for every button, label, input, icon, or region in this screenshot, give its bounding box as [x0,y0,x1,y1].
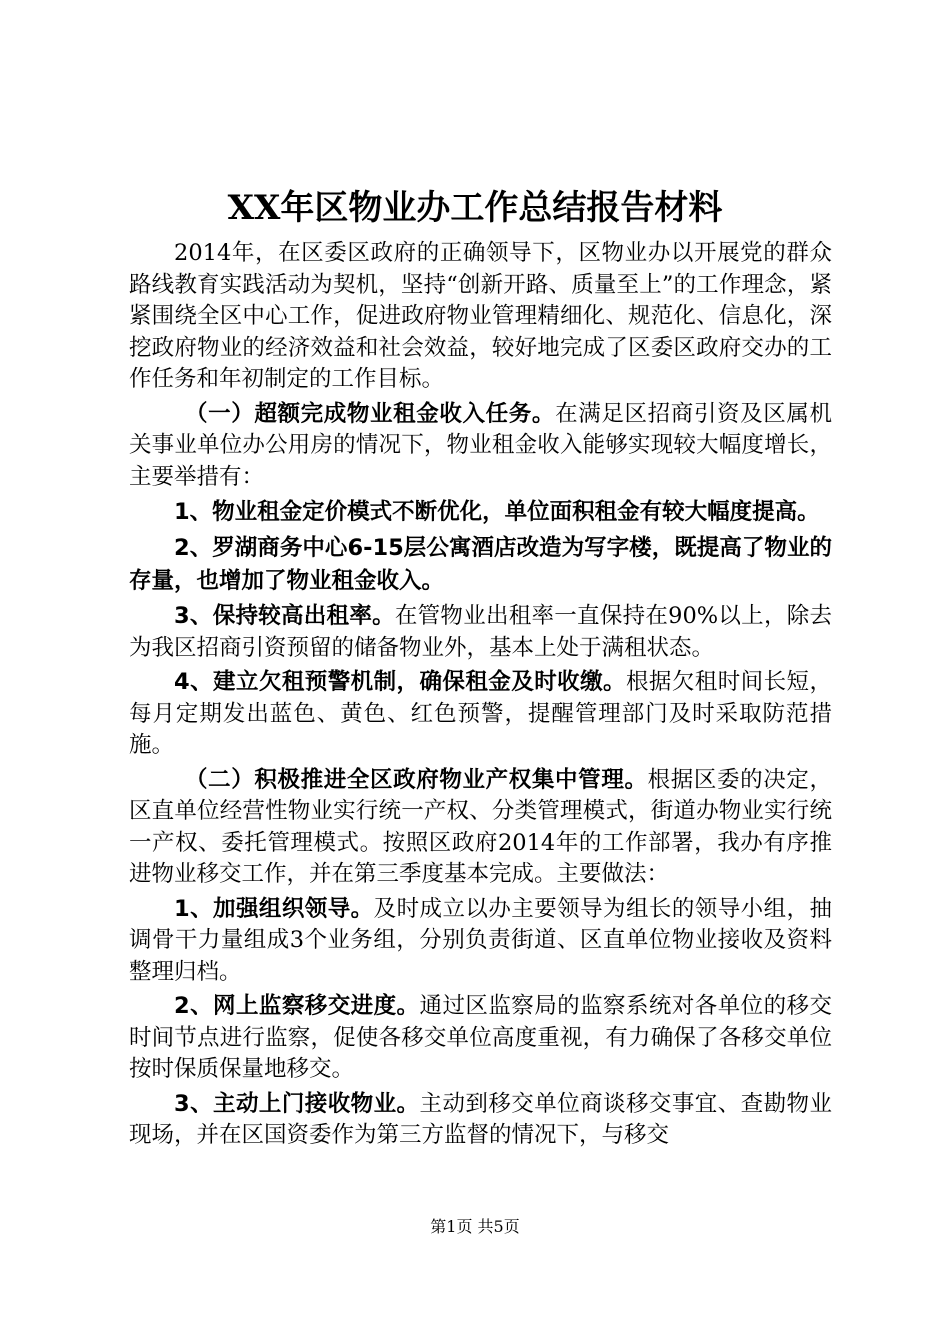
section-2-item-2 [129,991,832,1086]
section-1-text: 在满足区招商引资及区属机关事业单位办公用房的情况下，物业租金收入能够实现较大幅度增长，主要举措有： [129,400,832,490]
document-title: XX年区物业办工作总结报告材料 [227,188,723,228]
section-2-item-1-heading: 1、加强组织领导。 [174,895,374,922]
section-1-item-4 [129,667,832,762]
document-body [129,238,832,1152]
section-1-item-1-heading: 1、物业租金定价模式不断优化，单位面积租金有较大幅度提高。 [174,499,820,525]
section-1-item-4-text: 根据欠租时间长短，每月定期发出蓝色、黄色、红色预警，提醒管理部门及时采取防范措施。 [129,669,832,758]
section-1-item-1 [129,496,832,529]
section-2-item-1-text: 及时成立以办主要领导为组长的领导小组，抽调骨干力量组成3个业务组，分别负责街道、区直单位物业接收及资料整理归档。 [129,895,832,985]
section-1-item-4-heading: 4、建立欠租预警机制，确保租金及时收缴。 [174,669,626,695]
section-2-item-3 [129,1089,832,1152]
section-2-item-3-heading: 3、主动上门接收物业。 [174,1090,420,1117]
intro-paragraph: 2014年，在区委区政府的正确领导下，区物业办以开展党的群众路线教育实践活动为契机，坚持“创新开路、质量至上”的工作理念，紧紧围绕全区中心工作，促进政府物业管理精细化、规范化、信息化，深挖政府物业的经济效益和社会效益，较好地完成了区委区政府交办的工作任务和年初制定的工作目标。 [129,240,832,392]
section-2-item-2-text: 通过区监察局的监察系统对各单位的移交时间节点进行监察，促使各移交单位高度重视，有力确保了各移交单位按时保质保量地移交。 [129,993,832,1082]
section-1-heading: （一）超额完成物业租金收入任务。 [185,400,556,427]
section-1-paragraph [129,399,832,494]
section-2-item-1 [129,894,832,989]
section-1-item-2-heading: 2、罗湖商务中心6-15层公寓酒店改造为写字楼，既提高了物业的存量，也增加了物业租金收入。 [129,535,832,594]
section-2-paragraph [129,765,832,891]
page-number-footer: 第1页 共5页 [430,1217,520,1236]
section-2-heading: （二）积极推进全区政府物业产权集中管理。 [185,766,648,793]
section-1-item-3 [129,601,832,664]
section-1-item-3-text: 在管物业出租率一直保持在90%以上，除去为我区招商引资预留的储备物业外，基本上处于满租状态。 [129,603,832,661]
section-2-text: 根据区委的决定，区直单位经营性物业实行统一产权、分类管理模式，街道办物业实行统一产权、委托管理模式。按照区政府2014年的工作部署，我办有序推进物业移交工作，并在第三季度基本完成。主要做法： [129,766,832,887]
section-2-item-3-text: 主动到移交单位商谈移交事宜、查勘物业现场，并在区国资委作为第三方监督的情况下，与移交 [129,1090,832,1148]
section-1-item-3-heading: 3、保持较高出租率。 [174,603,395,629]
section-1-item-2 [129,532,832,598]
section-2-item-2-heading: 2、网上监察移交进度。 [174,993,420,1019]
